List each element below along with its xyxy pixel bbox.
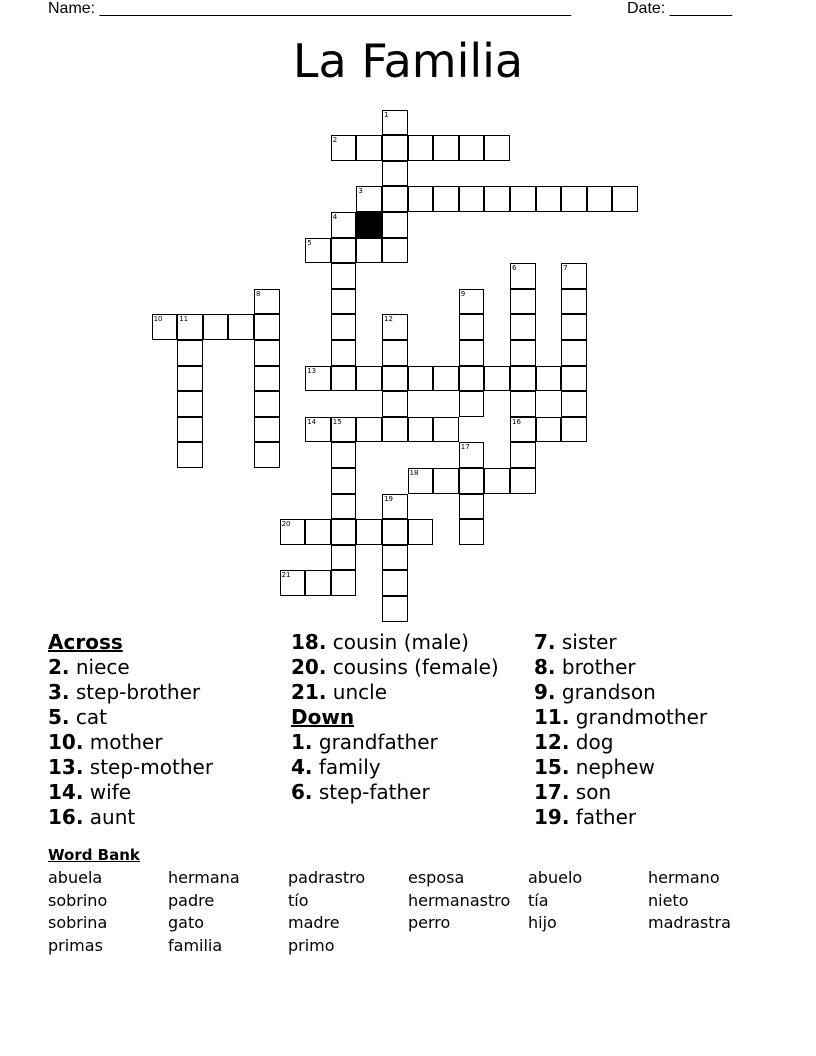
crossword-cell — [459, 135, 485, 161]
crossword-cell — [254, 314, 280, 340]
clue-item — [534, 680, 707, 705]
crossword-cell — [177, 417, 203, 443]
clue-item — [534, 630, 707, 655]
clue-item — [534, 655, 707, 680]
clue-number-label: 21. — [291, 680, 327, 704]
crossword-cell — [510, 340, 536, 366]
word-bank-item: padrastro — [288, 868, 366, 887]
crossword-cell — [382, 596, 408, 622]
crossword-cell — [484, 135, 510, 161]
word-bank-item: abuela — [48, 868, 103, 887]
clue-number: 12 — [384, 315, 393, 324]
crossword-cell — [561, 263, 587, 289]
crossword-cell — [254, 442, 280, 468]
crossword-cell — [331, 468, 357, 494]
crossword-cell — [408, 186, 434, 212]
word-bank-item: primo — [288, 935, 335, 955]
crossword-cell — [561, 186, 587, 212]
crossword-cell — [587, 186, 613, 212]
clue-number: 8 — [256, 289, 261, 298]
clue-number: 7 — [563, 264, 568, 273]
crossword-cell — [382, 186, 408, 212]
clue-text: grandson — [555, 680, 656, 704]
down-heading: Down — [291, 705, 355, 729]
clue-item — [48, 655, 213, 680]
crossword-cell — [356, 417, 382, 443]
clue-item — [48, 705, 213, 730]
word-bank-item: tía — [528, 890, 549, 910]
crossword-cell — [305, 417, 331, 443]
crossword-cell — [459, 340, 485, 366]
crossword-cell — [382, 340, 408, 366]
crossword-cell — [382, 366, 408, 392]
crossword-cell — [305, 366, 331, 392]
clue-number-label: 4. — [291, 755, 313, 779]
clue-text: cousins (female) — [326, 655, 499, 679]
word-bank-item: hermanastro — [408, 890, 511, 910]
crossword-cell — [254, 417, 280, 443]
crossword-cell — [382, 494, 408, 520]
clue-number-label: 7. — [534, 630, 556, 654]
down-clue-list-continued — [534, 630, 707, 830]
crossword-cell — [280, 519, 306, 545]
clue-item — [48, 730, 213, 755]
clue-number: 4 — [332, 213, 338, 221]
clue-text: family — [312, 755, 381, 779]
crossword-cell — [331, 212, 357, 238]
crossword-cell — [382, 570, 408, 596]
word-bank — [48, 868, 768, 955]
clue-number-label: 19. — [534, 805, 570, 829]
clue-item — [291, 630, 499, 655]
clue-item — [291, 730, 499, 755]
clue-text: niece — [69, 655, 130, 679]
crossword-cell — [152, 314, 178, 340]
crossword-cell — [561, 366, 587, 392]
clue-text: aunt — [83, 805, 136, 829]
clue-number: 5 — [307, 238, 312, 247]
clue-text: cat — [69, 705, 107, 729]
crossword-cell — [331, 263, 357, 289]
crossword-cell — [433, 417, 459, 443]
clue-number: 1 — [384, 110, 389, 119]
crossword-cell — [356, 135, 382, 161]
crossword-cell — [408, 519, 434, 545]
clue-item — [291, 780, 499, 805]
crossword-cell — [356, 519, 382, 545]
clue-item — [534, 705, 707, 730]
clue-number-label: 3. — [48, 680, 70, 704]
crossword-cell — [177, 314, 203, 340]
word-bank-item: gato — [168, 913, 205, 932]
crossword-cell — [305, 519, 331, 545]
word-bank-heading: Word Bank — [48, 846, 140, 864]
word-bank-item: esposa — [408, 868, 465, 887]
crossword-cell — [177, 340, 203, 366]
clue-text: nephew — [569, 755, 655, 779]
clue-number-label: 6. — [291, 780, 313, 804]
clue-number-label: 12. — [534, 730, 570, 754]
crossword-cell — [510, 289, 536, 315]
word-bank-item: padre — [168, 890, 215, 910]
crossword-cell — [280, 570, 306, 596]
crossword-cell — [484, 468, 510, 494]
crossword-cell — [382, 545, 408, 571]
across-heading: Across — [48, 630, 123, 654]
clue-number: 2 — [332, 136, 338, 145]
crossword-cell — [459, 186, 485, 212]
crossword-cell — [331, 238, 357, 264]
date-field-label: Date: _______ — [627, 0, 732, 17]
clue-number: 19 — [384, 494, 393, 503]
crossword-cell — [203, 314, 229, 340]
crossword-cell — [331, 366, 357, 392]
clue-item — [291, 755, 499, 780]
crossword-cell — [459, 366, 485, 392]
word-bank-item: hijo — [528, 913, 557, 932]
clue-text: dog — [569, 730, 614, 754]
clue-text: father — [569, 805, 637, 829]
crossword-cell — [510, 366, 536, 392]
crossword-cell — [510, 417, 536, 443]
clue-item — [291, 655, 499, 680]
crossword-cell — [382, 110, 408, 136]
crossword-cell — [382, 161, 408, 187]
crossword-cell — [382, 417, 408, 443]
crossword-cell — [612, 186, 638, 212]
crossword-cell — [356, 366, 382, 392]
across-clue-list — [48, 655, 213, 830]
crossword-cell — [331, 442, 357, 468]
word-bank-item: hermana — [168, 868, 240, 887]
clue-number: 20 — [281, 520, 291, 529]
clue-number-label: 20. — [291, 655, 327, 679]
clue-item — [534, 780, 707, 805]
crossword-cell — [382, 212, 408, 238]
clue-number-label: 15. — [534, 755, 570, 779]
clue-text: step-mother — [83, 755, 214, 779]
clue-item — [48, 755, 213, 780]
crossword-cell — [459, 442, 485, 468]
clue-number-label: 9. — [534, 680, 556, 704]
word-bank-item: tío — [288, 890, 309, 910]
crossword-cell — [177, 442, 203, 468]
clue-number-label: 10. — [48, 730, 84, 754]
crossword-cell — [536, 186, 562, 212]
name-field-label: Name: _____________________________________________________ — [48, 0, 572, 17]
clue-text: mother — [83, 730, 163, 754]
clue-number: 21 — [281, 571, 291, 580]
crossword-cell — [356, 238, 382, 264]
word-bank-item: abuelo — [528, 868, 583, 887]
clues-column-1 — [48, 630, 213, 830]
crossword-black-cell — [356, 212, 382, 238]
clue-item — [291, 680, 499, 705]
crossword-cell — [510, 442, 536, 468]
crossword-cell — [382, 135, 408, 161]
clue-item — [534, 755, 707, 780]
crossword-cell — [433, 186, 459, 212]
crossword-cell — [433, 366, 459, 392]
crossword-cell — [254, 366, 280, 392]
crossword-cell — [254, 340, 280, 366]
crossword-cell — [561, 391, 587, 417]
clue-number: 13 — [307, 366, 317, 375]
word-bank-item: madrastra — [648, 913, 731, 932]
crossword-cell — [177, 391, 203, 417]
crossword-cell — [510, 263, 536, 289]
clue-item — [48, 680, 213, 705]
crossword-cell — [459, 391, 485, 417]
clue-text: step-brother — [69, 680, 201, 704]
clue-number-label: 13. — [48, 755, 84, 779]
clue-number: 18 — [409, 469, 419, 477]
clue-item — [534, 730, 707, 755]
crossword-cell — [228, 314, 254, 340]
clue-text: step-father — [312, 780, 430, 804]
clue-number-label: 18. — [291, 630, 327, 654]
crossword-cell — [561, 417, 587, 443]
clue-number: 11 — [179, 315, 189, 324]
clue-number: 9 — [460, 289, 466, 298]
crossword-cell — [331, 494, 357, 520]
crossword-cell — [382, 391, 408, 417]
clue-text: uncle — [326, 680, 388, 704]
word-bank-item: familia — [168, 935, 223, 955]
clue-number: 3 — [358, 187, 363, 196]
crossword-cell — [433, 135, 459, 161]
clue-text: brother — [555, 655, 636, 679]
clue-number-label: 1. — [291, 730, 313, 754]
crossword-cell — [536, 366, 562, 392]
crossword-cell — [536, 417, 562, 443]
crossword-cell — [561, 314, 587, 340]
page-title: La Familia — [292, 34, 524, 88]
crossword-cell — [561, 289, 587, 315]
word-bank-item: perro — [408, 913, 451, 932]
crossword-cell — [331, 314, 357, 340]
crossword-cell — [331, 417, 357, 443]
crossword-cell — [382, 519, 408, 545]
clue-text: son — [569, 780, 612, 804]
crossword-cell — [331, 340, 357, 366]
crossword-cell — [484, 366, 510, 392]
clue-item — [534, 805, 707, 830]
clue-text: grandmother — [569, 705, 708, 729]
crossword-cell — [356, 186, 382, 212]
clue-number: 14 — [307, 417, 317, 426]
word-bank-item: nieto — [648, 890, 689, 910]
crossword-cell — [510, 186, 536, 212]
clue-item — [48, 780, 213, 805]
clue-number-label: 11. — [534, 705, 570, 729]
clue-item — [48, 805, 213, 830]
clue-number-label: 8. — [534, 655, 556, 679]
down-clue-list — [291, 730, 499, 805]
across-clue-list-continued — [291, 630, 499, 705]
word-bank-item: primas — [48, 935, 103, 955]
crossword-cell — [459, 494, 485, 520]
crossword-cell — [510, 391, 536, 417]
clue-number: 10 — [153, 315, 163, 324]
clue-number-label: 2. — [48, 655, 70, 679]
crossword-cell — [459, 519, 485, 545]
crossword-cell — [510, 314, 536, 340]
crossword-cell — [382, 238, 408, 264]
clue-number: 15 — [332, 417, 342, 426]
crossword-cell — [331, 289, 357, 315]
clue-number-label: 17. — [534, 780, 570, 804]
crossword-cell — [254, 289, 280, 315]
crossword-cell — [305, 238, 331, 264]
clue-number-label: 14. — [48, 780, 84, 804]
crossword-cell — [510, 468, 536, 494]
clue-number-label: 16. — [48, 805, 84, 829]
crossword-cell — [331, 135, 357, 161]
crossword-cell — [331, 519, 357, 545]
crossword-cell — [177, 366, 203, 392]
crossword-cell — [408, 135, 434, 161]
crossword-cell — [459, 289, 485, 315]
crossword-cell — [382, 314, 408, 340]
crossword-cell — [408, 417, 434, 443]
word-bank-item: hermano — [648, 868, 720, 887]
clues-column-2 — [291, 630, 499, 805]
word-bank-item: sobrina — [48, 913, 108, 932]
crossword-cell — [561, 340, 587, 366]
clues-column-3 — [534, 630, 707, 830]
crossword-cell — [331, 545, 357, 571]
clue-number: 6 — [512, 264, 517, 273]
clue-number: 17 — [460, 443, 470, 452]
crossword-cell — [254, 391, 280, 417]
clue-text: grandfather — [312, 730, 438, 754]
crossword-cell — [459, 314, 485, 340]
crossword-cell — [484, 186, 510, 212]
crossword-cell — [459, 468, 485, 494]
clue-number-label: 5. — [48, 705, 70, 729]
crossword-cell — [305, 570, 331, 596]
clue-number: 16 — [512, 417, 521, 426]
word-bank-item: sobrino — [48, 890, 108, 910]
word-bank-item: madre — [288, 913, 340, 932]
crossword-cell — [331, 570, 357, 596]
crossword-cell — [408, 468, 434, 494]
crossword-cell — [408, 366, 434, 392]
crossword-cell — [433, 468, 459, 494]
clue-text: sister — [555, 630, 617, 654]
clue-text: wife — [83, 780, 132, 804]
clue-text: cousin (male) — [326, 630, 469, 654]
